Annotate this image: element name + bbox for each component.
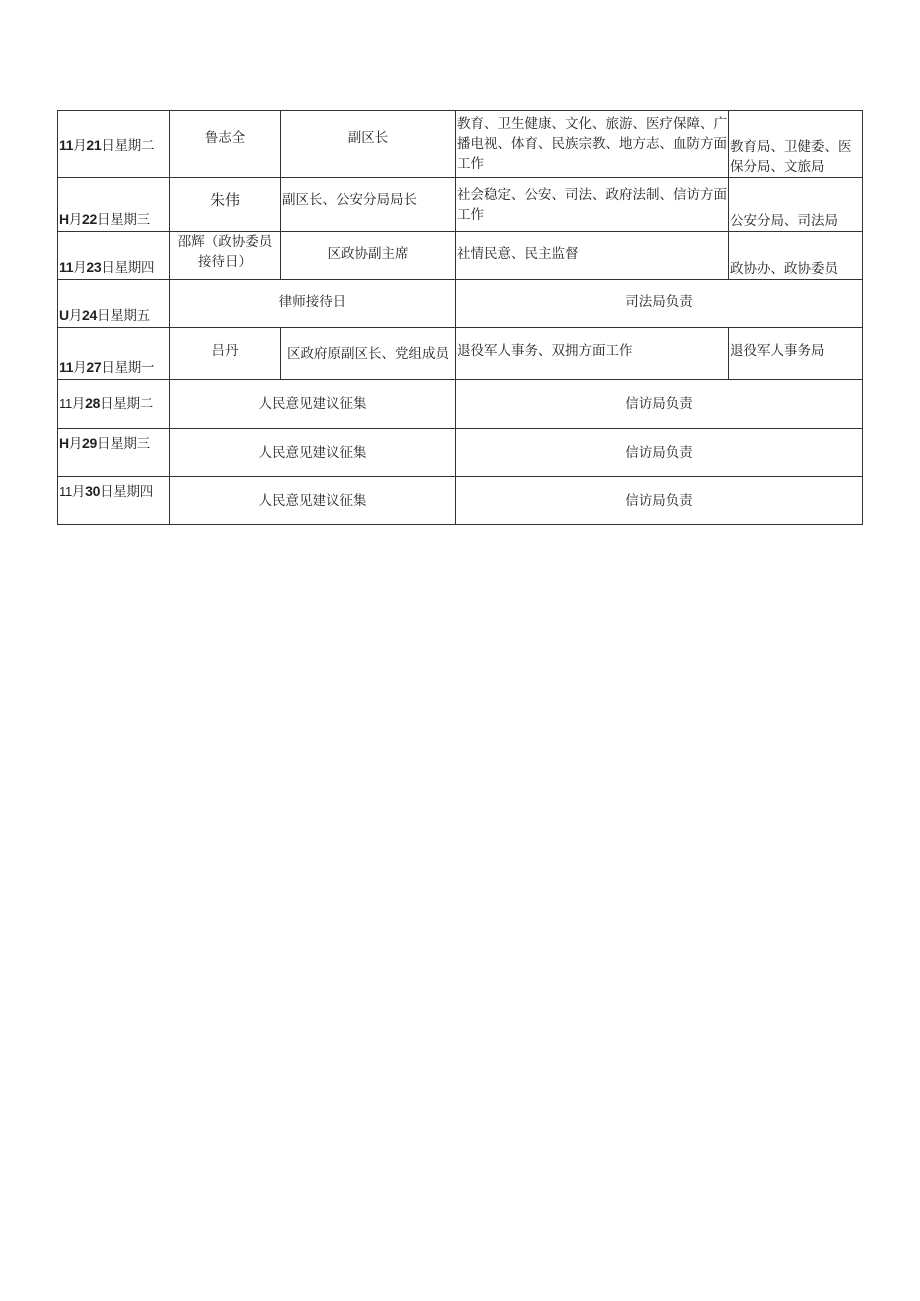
- date-month: H: [59, 211, 69, 227]
- date-month-char: 月: [73, 360, 87, 376]
- date-day: 29: [82, 435, 97, 451]
- person-cell: 朱伟: [170, 178, 281, 232]
- date-weekday: 日星期四: [101, 260, 155, 276]
- date-cell: [58, 477, 170, 525]
- date-month: 11: [59, 359, 74, 375]
- title-cell: 副区长: [281, 111, 456, 178]
- date-month-char: 月: [73, 260, 87, 276]
- date-month: 11: [59, 137, 74, 153]
- date-month-char: 月: [71, 396, 86, 412]
- table-row: [58, 111, 863, 178]
- date-cell: [58, 232, 170, 280]
- date-weekday: 日星期五: [97, 308, 150, 324]
- date-month: U: [59, 307, 69, 323]
- date-weekday: 日星期四: [100, 484, 153, 500]
- date-month: H: [59, 435, 69, 451]
- merged-left-cell: 律师接待日: [170, 280, 456, 328]
- scope-cell: 社会稳定、公安、司法、政府法制、信访方面工作: [456, 178, 729, 232]
- date-cell: [58, 178, 170, 232]
- table-row: [58, 477, 863, 525]
- date-weekday: 日星期三: [97, 212, 150, 228]
- merged-left-cell: 人民意见建议征集: [170, 429, 456, 477]
- table-row: [58, 328, 863, 380]
- scope-cell: 社情民意、民主监督: [456, 232, 729, 280]
- person-cell: 邵辉（政协委员接待日）: [170, 232, 281, 280]
- merged-right-cell: 信访局负责: [456, 477, 863, 525]
- date-weekday: 日星期二: [101, 138, 155, 154]
- date-day: 28: [85, 395, 101, 411]
- date-day: 21: [86, 137, 102, 153]
- merged-left-cell: 人民意见建议征集: [170, 477, 456, 525]
- date-month: 11: [59, 484, 72, 499]
- date-cell: [58, 280, 170, 328]
- date-month-char: 月: [71, 484, 86, 500]
- date-day: 23: [86, 259, 102, 275]
- reception-schedule-table: [57, 110, 863, 525]
- date-weekday: 日星期三: [97, 436, 150, 452]
- title-cell: 区政府原副区长、党组成员: [281, 328, 456, 380]
- dept-cell: 教育局、卫健委、医保分局、文旅局: [729, 111, 863, 178]
- title-cell: 区政协副主席: [281, 232, 456, 280]
- merged-right-cell: 信访局负责: [456, 380, 863, 429]
- date-month-char: 月: [73, 138, 87, 154]
- date-month-char: 月: [68, 212, 83, 228]
- date-cell: [58, 429, 170, 477]
- dept-cell: 政协办、政协委员: [729, 232, 863, 280]
- person-cell: 吕丹: [170, 328, 281, 380]
- merged-right-cell: 司法局负责: [456, 280, 863, 328]
- date-day: 27: [86, 359, 102, 375]
- date-cell: [58, 328, 170, 380]
- date-month: 11: [59, 396, 72, 411]
- date-weekday: 日星期一: [101, 360, 155, 376]
- scope-cell: 退役军人事务、双拥方面工作: [456, 328, 729, 380]
- date-cell: [58, 380, 170, 429]
- table-row: [58, 429, 863, 477]
- table-row: [58, 178, 863, 232]
- table-row: [58, 280, 863, 328]
- date-month-char: 月: [68, 436, 83, 452]
- date-weekday: 日星期二: [100, 396, 153, 412]
- date-month: 11: [59, 259, 74, 275]
- scope-cell: 教育、卫生健康、文化、旅游、医疗保障、广播电视、体育、民族宗教、地方志、血防方面工作: [456, 111, 729, 178]
- table-row: [58, 232, 863, 280]
- date-day: 24: [82, 307, 97, 323]
- date-month-char: 月: [68, 308, 83, 324]
- dept-cell: 退役军人事务局: [729, 328, 863, 380]
- merged-left-cell: 人民意见建议征集: [170, 380, 456, 429]
- merged-right-cell: 信访局负责: [456, 429, 863, 477]
- date-day: 22: [82, 211, 97, 227]
- dept-cell: 公安分局、司法局: [729, 178, 863, 232]
- date-cell: [58, 111, 170, 178]
- title-cell: 副区长、公安分局局长: [281, 178, 456, 232]
- table-row: [58, 380, 863, 429]
- person-cell: 鲁志全: [170, 111, 281, 178]
- date-day: 30: [85, 483, 101, 499]
